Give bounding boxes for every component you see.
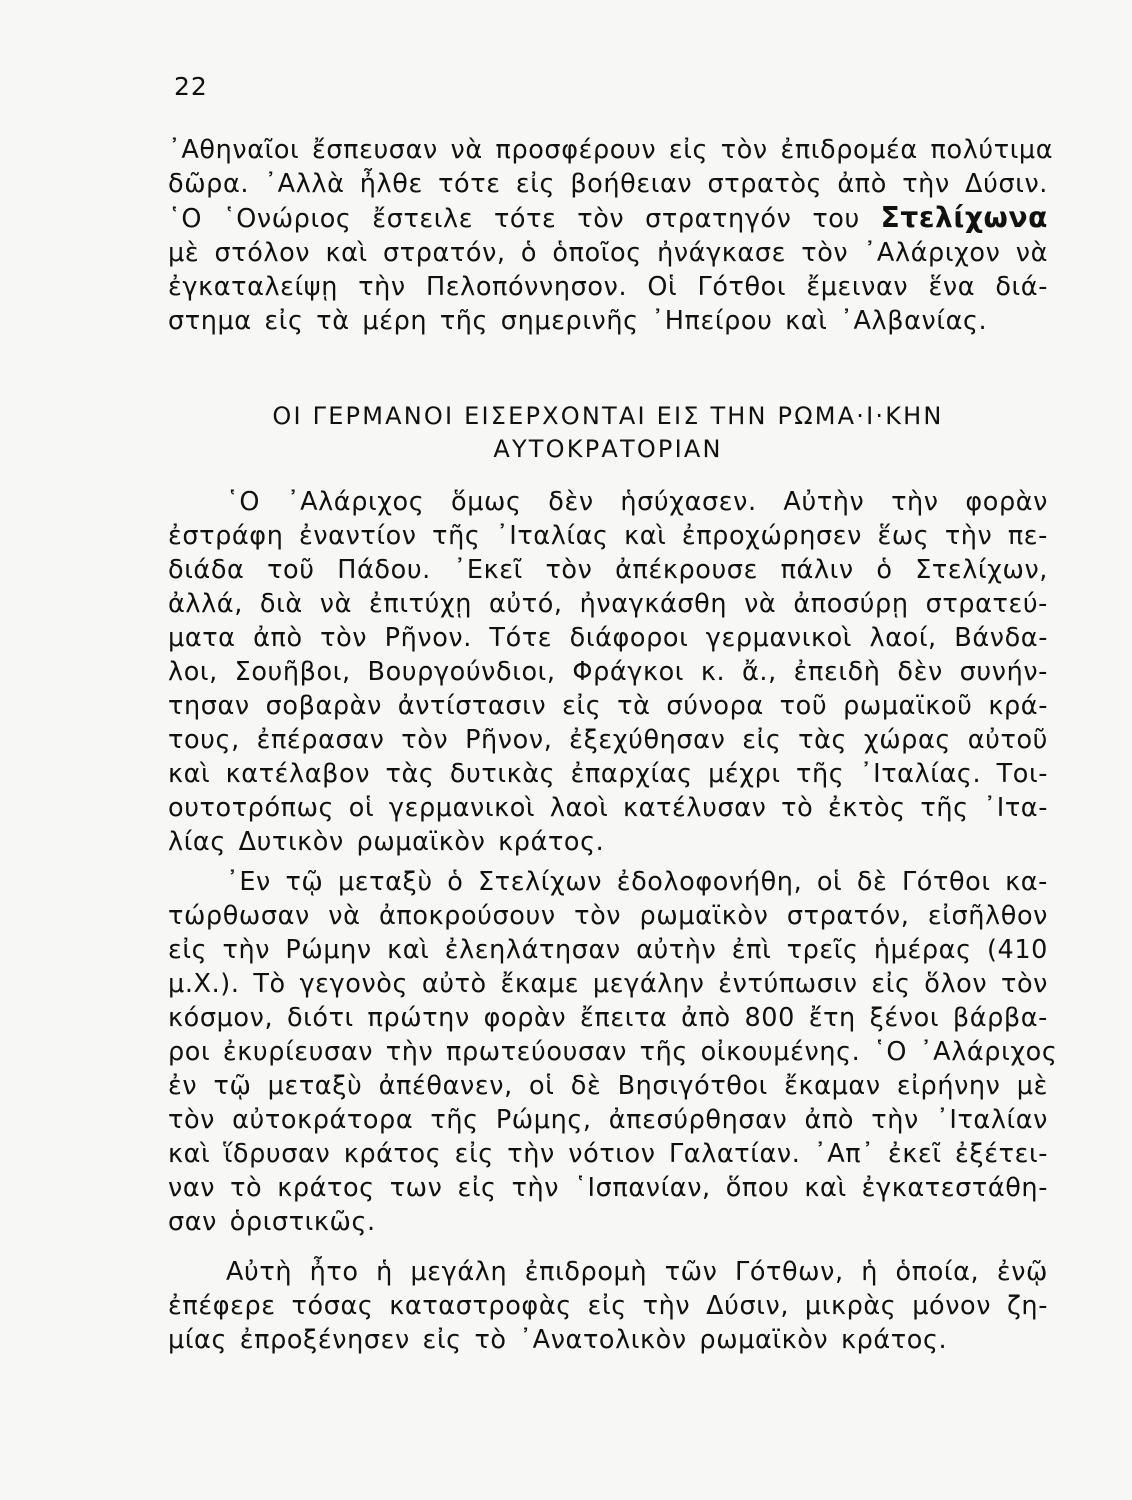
- paragraph-2: [168, 485, 1048, 859]
- text-line: ἐστράφη ἐναντίον τῆς ᾽Ιταλίας καὶ ἐπροχώρησεν ἕως τὴν πε-: [168, 521, 1048, 551]
- text-line: ἐπέφερε τόσας καταστροφὰς εἰς τὴν Δύσιν, μικρὰς μόνον ζη-: [168, 1291, 1048, 1321]
- paragraph-3: [168, 865, 1058, 1239]
- text-line: λοι, Σουῆβοι, Βουργούνδιοι, Φράγκοι κ. ἄ., ἐπειδὴ δὲν συνήν-: [168, 657, 1048, 687]
- text-line: καὶ κατέλαβον τὰς δυτικὰς ἐπαρχίας μέχρι τῆς ᾽Ιταλίας. Τοι-: [168, 759, 1048, 789]
- page-number: 22: [174, 72, 208, 101]
- section-heading: [168, 400, 1048, 466]
- paragraph-4: [168, 1255, 1048, 1357]
- text-line: δῶρα. ᾽Αλλὰ ἦλθε τότε εἰς βοήθειαν στρατὸς ἀπὸ τὴν Δύσιν.: [168, 169, 1048, 199]
- text-line: ἀλλά, διὰ νὰ ἐπιτύχῃ αὐτό, ἠναγκάσθη νὰ ἀποσύρῃ στρατεύ-: [168, 589, 1048, 619]
- text-line: τώρθωσαν νὰ ἀποκρούσουν τὸν ρωμαϊκὸν στρατόν, εἰσῆλθον: [168, 901, 1048, 931]
- text-line: μίας ἐπροξένησεν εἰς τὸ ᾽Ανατολικὸν ρωμαϊκὸν κράτος.: [168, 1325, 948, 1355]
- text-line: ᾽Εν τῷ μεταξὺ ὁ Στελίχων ἐδολοφονήθη, οἱ δὲ Γότθοι κα-: [226, 867, 1048, 897]
- paragraph-1: [168, 133, 1054, 338]
- text-line: ροι ἐκυρίευσαν τὴν πρωτεύουσαν τῆς οἰκουμένης. ῾Ο ᾽Αλάριχος: [168, 1037, 1058, 1067]
- text-line: ἐν τῷ μεταξὺ ἀπέθανεν, οἱ δὲ Βησιγότθοι ἔκαμαν εἰρήνην μὲ: [168, 1071, 1048, 1101]
- emphasized-name: Στελίχωνα: [880, 201, 1048, 234]
- text-fragment: ῾Ο ῾Ονώριος ἔστειλε τότε τὸν στρατηγόν του: [168, 204, 881, 234]
- text-line: μ.Χ.). Τὸ γεγονὸς αὐτὸ ἔκαμε μεγάλην ἐντύπωσιν εἰς ὅλον τὸν: [168, 969, 1048, 999]
- text-line: Αὐτὴ ἦτο ἡ μεγάλη ἐπιδρομὴ τῶν Γότθων, ἡ ὁποία, ἐνῷ: [226, 1257, 1048, 1287]
- text-line: τὸν αὐτοκράτορα τῆς Ρώμης, ἀπεσύρθησαν ἀπὸ τὴν ᾽Ιταλίαν: [168, 1105, 1048, 1135]
- text-line: στημα εἰς τὰ μέρη τῆς σημερινῆς ᾽Ηπείρου καὶ ᾽Αλβανίας.: [168, 306, 988, 336]
- text-line: [168, 201, 1048, 236]
- text-line: εἰς τὴν Ρώμην καὶ ἐλεηλάτησαν αὐτὴν ἐπὶ τρεῖς ἡμέρας (410: [168, 935, 1048, 965]
- text-line: τησαν σοβαρὰν ἀντίστασιν εἰς τὰ σύνορα τοῦ ρωμαϊκοῦ κρά-: [168, 691, 1048, 721]
- heading-line: ΑΥΤΟΚΡΑΤΟΡΙΑΝ: [493, 435, 723, 463]
- text-line: ῾Ο ᾽Αλάριχος ὅμως δὲν ἡσύχασεν. Αὐτὴν τὴν φορὰν: [226, 487, 1048, 517]
- text-line: ναν τὸ κράτος των εἰς τὴν ῾Ισπανίαν, ὅπου καὶ ἐγκατεστάθη-: [168, 1173, 1048, 1203]
- text-line: λίας Δυτικὸν ρωμαϊκὸν κράτος.: [168, 827, 605, 857]
- text-line: κόσμον, διότι πρώτην φορὰν ἔπειτα ἀπὸ 800 ἔτη ξένοι βάρβα-: [168, 1003, 1048, 1033]
- heading-line: ΟΙ ΓΕΡΜΑΝΟΙ ΕΙΣΕΡΧΟΝΤΑΙ ΕΙΣ ΤΗΝ ΡΩΜΑ·Ι·ΚΗΝ: [272, 402, 944, 430]
- text-line: ᾽Αθηναῖοι ἔσπευσαν νὰ προσφέρουν εἰς τὸν ἐπιδρομέα πολύτιμα: [168, 135, 1054, 165]
- text-line: τους, ἐπέρασαν τὸν Ρῆνον, ἐξεχύθησαν εἰς τὰς χώρας αὐτοῦ: [168, 725, 1048, 755]
- text-line: διάδα τοῦ Πάδου. ᾽Εκεῖ τὸν ἀπέκρουσε πάλιν ὁ Στελίχων,: [168, 555, 1048, 585]
- text-line: ματα ἀπὸ τὸν Ρῆνον. Τότε διάφοροι γερμανικοὶ λαοί, Βάνδα-: [168, 623, 1048, 653]
- text-line: καὶ ἵδρυσαν κράτος εἰς τὴν νότιον Γαλατίαν. ᾽Απ᾽ ἐκεῖ ἐξέτει-: [168, 1139, 1048, 1169]
- text-line: ἐγκαταλείψῃ τὴν Πελοπόννησον. Οἱ Γότθοι ἔμειναν ἕνα διά-: [168, 272, 1048, 302]
- text-line: μὲ στόλον καὶ στρατόν, ὁ ὁποῖος ἠνάγκασε τὸν ᾽Αλάριχον νὰ: [168, 238, 1048, 268]
- text-line: ουτοτρόπως οἱ γερμανικοὶ λαοὶ κατέλυσαν τὸ ἐκτὸς τῆς ᾽Ιτα-: [168, 793, 1048, 823]
- text-line: σαν ὁριστικῶς.: [168, 1207, 376, 1237]
